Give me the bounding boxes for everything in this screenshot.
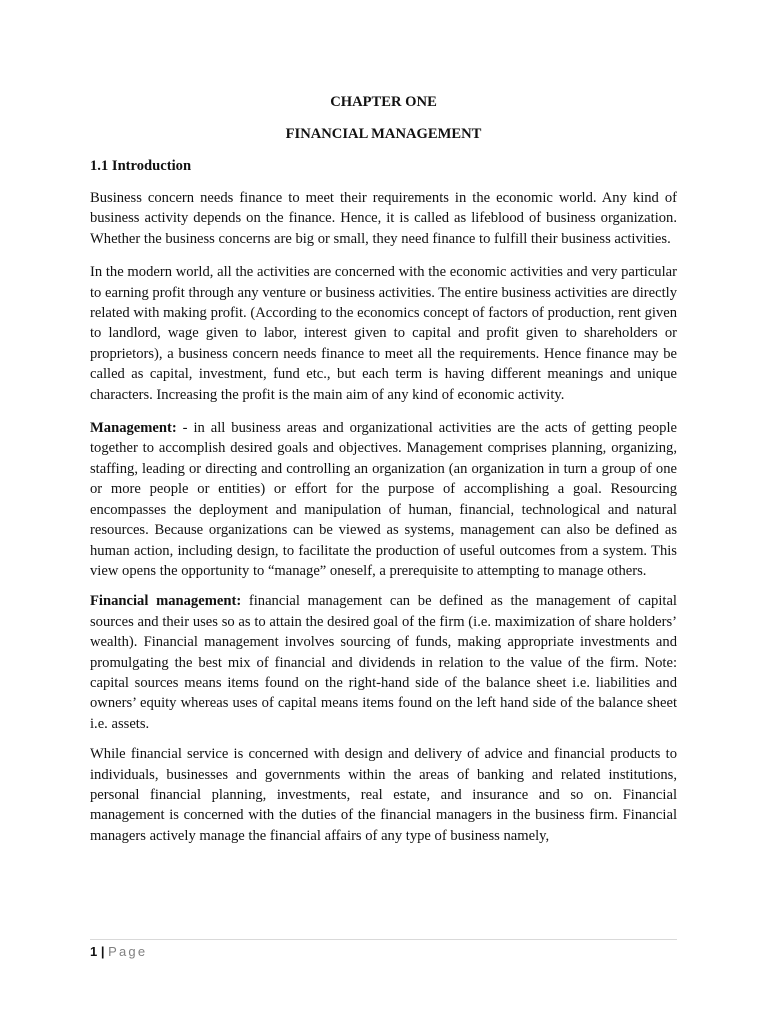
paragraph-modern-world: In the modern world, all the activities are concerned with the economic activities and very particular to earning profit through any venture or business activities. The entire business activities are directly related with making profit. (According to the economics concept of factors of production, rent given to landlord, wage given to labor, interest given to capital and profit given to shareholders or proprietors), a business concern needs finance to meet all the requirements. Hence finance may be called as capital, investment, fund etc., but each term is having different meanings and unique characters. Increasing the profit is the main aim of any kind of economic activity. bbox=[90, 264, 677, 403]
term-management: Management: bbox=[90, 420, 177, 437]
page-footer bbox=[90, 943, 147, 961]
footer-separator: | bbox=[100, 944, 105, 959]
chapter-title: FINANCIAL MANAGEMENT bbox=[285, 126, 482, 142]
paragraph-financial-management-text: financial management can be defined as the management of capital sources and their uses so as to attain the desired goal of the firm (i.e. maximization of share holders’ wealth). Financial management involves sourcing of funds, making appropriate investments and promulgating the best mix of financial and dividends in relation to the value of the firm. Note: capital sources means items found on the right-hand side of the balance sheet i.e. liabilities and owners’ equity whereas uses of capital means items found on the left hand side of the balance sheet i.e. assets. bbox=[90, 593, 677, 732]
paragraph-financial-management bbox=[90, 591, 677, 734]
paragraph-financial-service: While financial service is concerned with design and delivery of advice and financial products to individuals, businesses and governments within the areas of banking and related institutions, personal financial planning, investments, real estate, and insurance and so on. Financial management is concerned with the duties of the financial managers in the business firm. Financial managers actively manage the financial affairs of any type of business namely, bbox=[90, 746, 677, 844]
page-number: 1 bbox=[90, 944, 98, 959]
section-heading: 1.1 Introduction bbox=[90, 158, 192, 174]
paragraph-intro: Business concern needs finance to meet their requirements in the economic world. Any kind of business activity depends on the finance. Hence, it is called as lifeblood of business organization. Whether the business concerns are big or small, they need finance to fulfill their business activities. bbox=[90, 190, 677, 247]
paragraph-management-text: - in all business areas and organizational activities are the acts of getting people together to accomplish desired goals and objectives. Management comprises planning, organizing, staffing, leading or directing and controlling an organization (an organization in turn a group of one or more people or entities) or effort for the purpose of accomplishing a goal. Resourcing encompasses the deployment and manipulation of human, financial, technological and natural resources. Because organizations can be viewed as systems, management can also be defined as human action, including design, to facilitate the production of useful outcomes from a system. This view opens the opportunity to “manage” oneself, a prerequisite to attempting to manage others. bbox=[90, 420, 677, 579]
term-financial-management: Financial management: bbox=[90, 593, 242, 610]
paragraph-management bbox=[90, 418, 677, 581]
chapter-heading: CHAPTER ONE bbox=[330, 94, 437, 110]
document-page bbox=[90, 92, 677, 859]
footer-divider bbox=[90, 939, 677, 940]
page-label: Page bbox=[108, 944, 148, 959]
